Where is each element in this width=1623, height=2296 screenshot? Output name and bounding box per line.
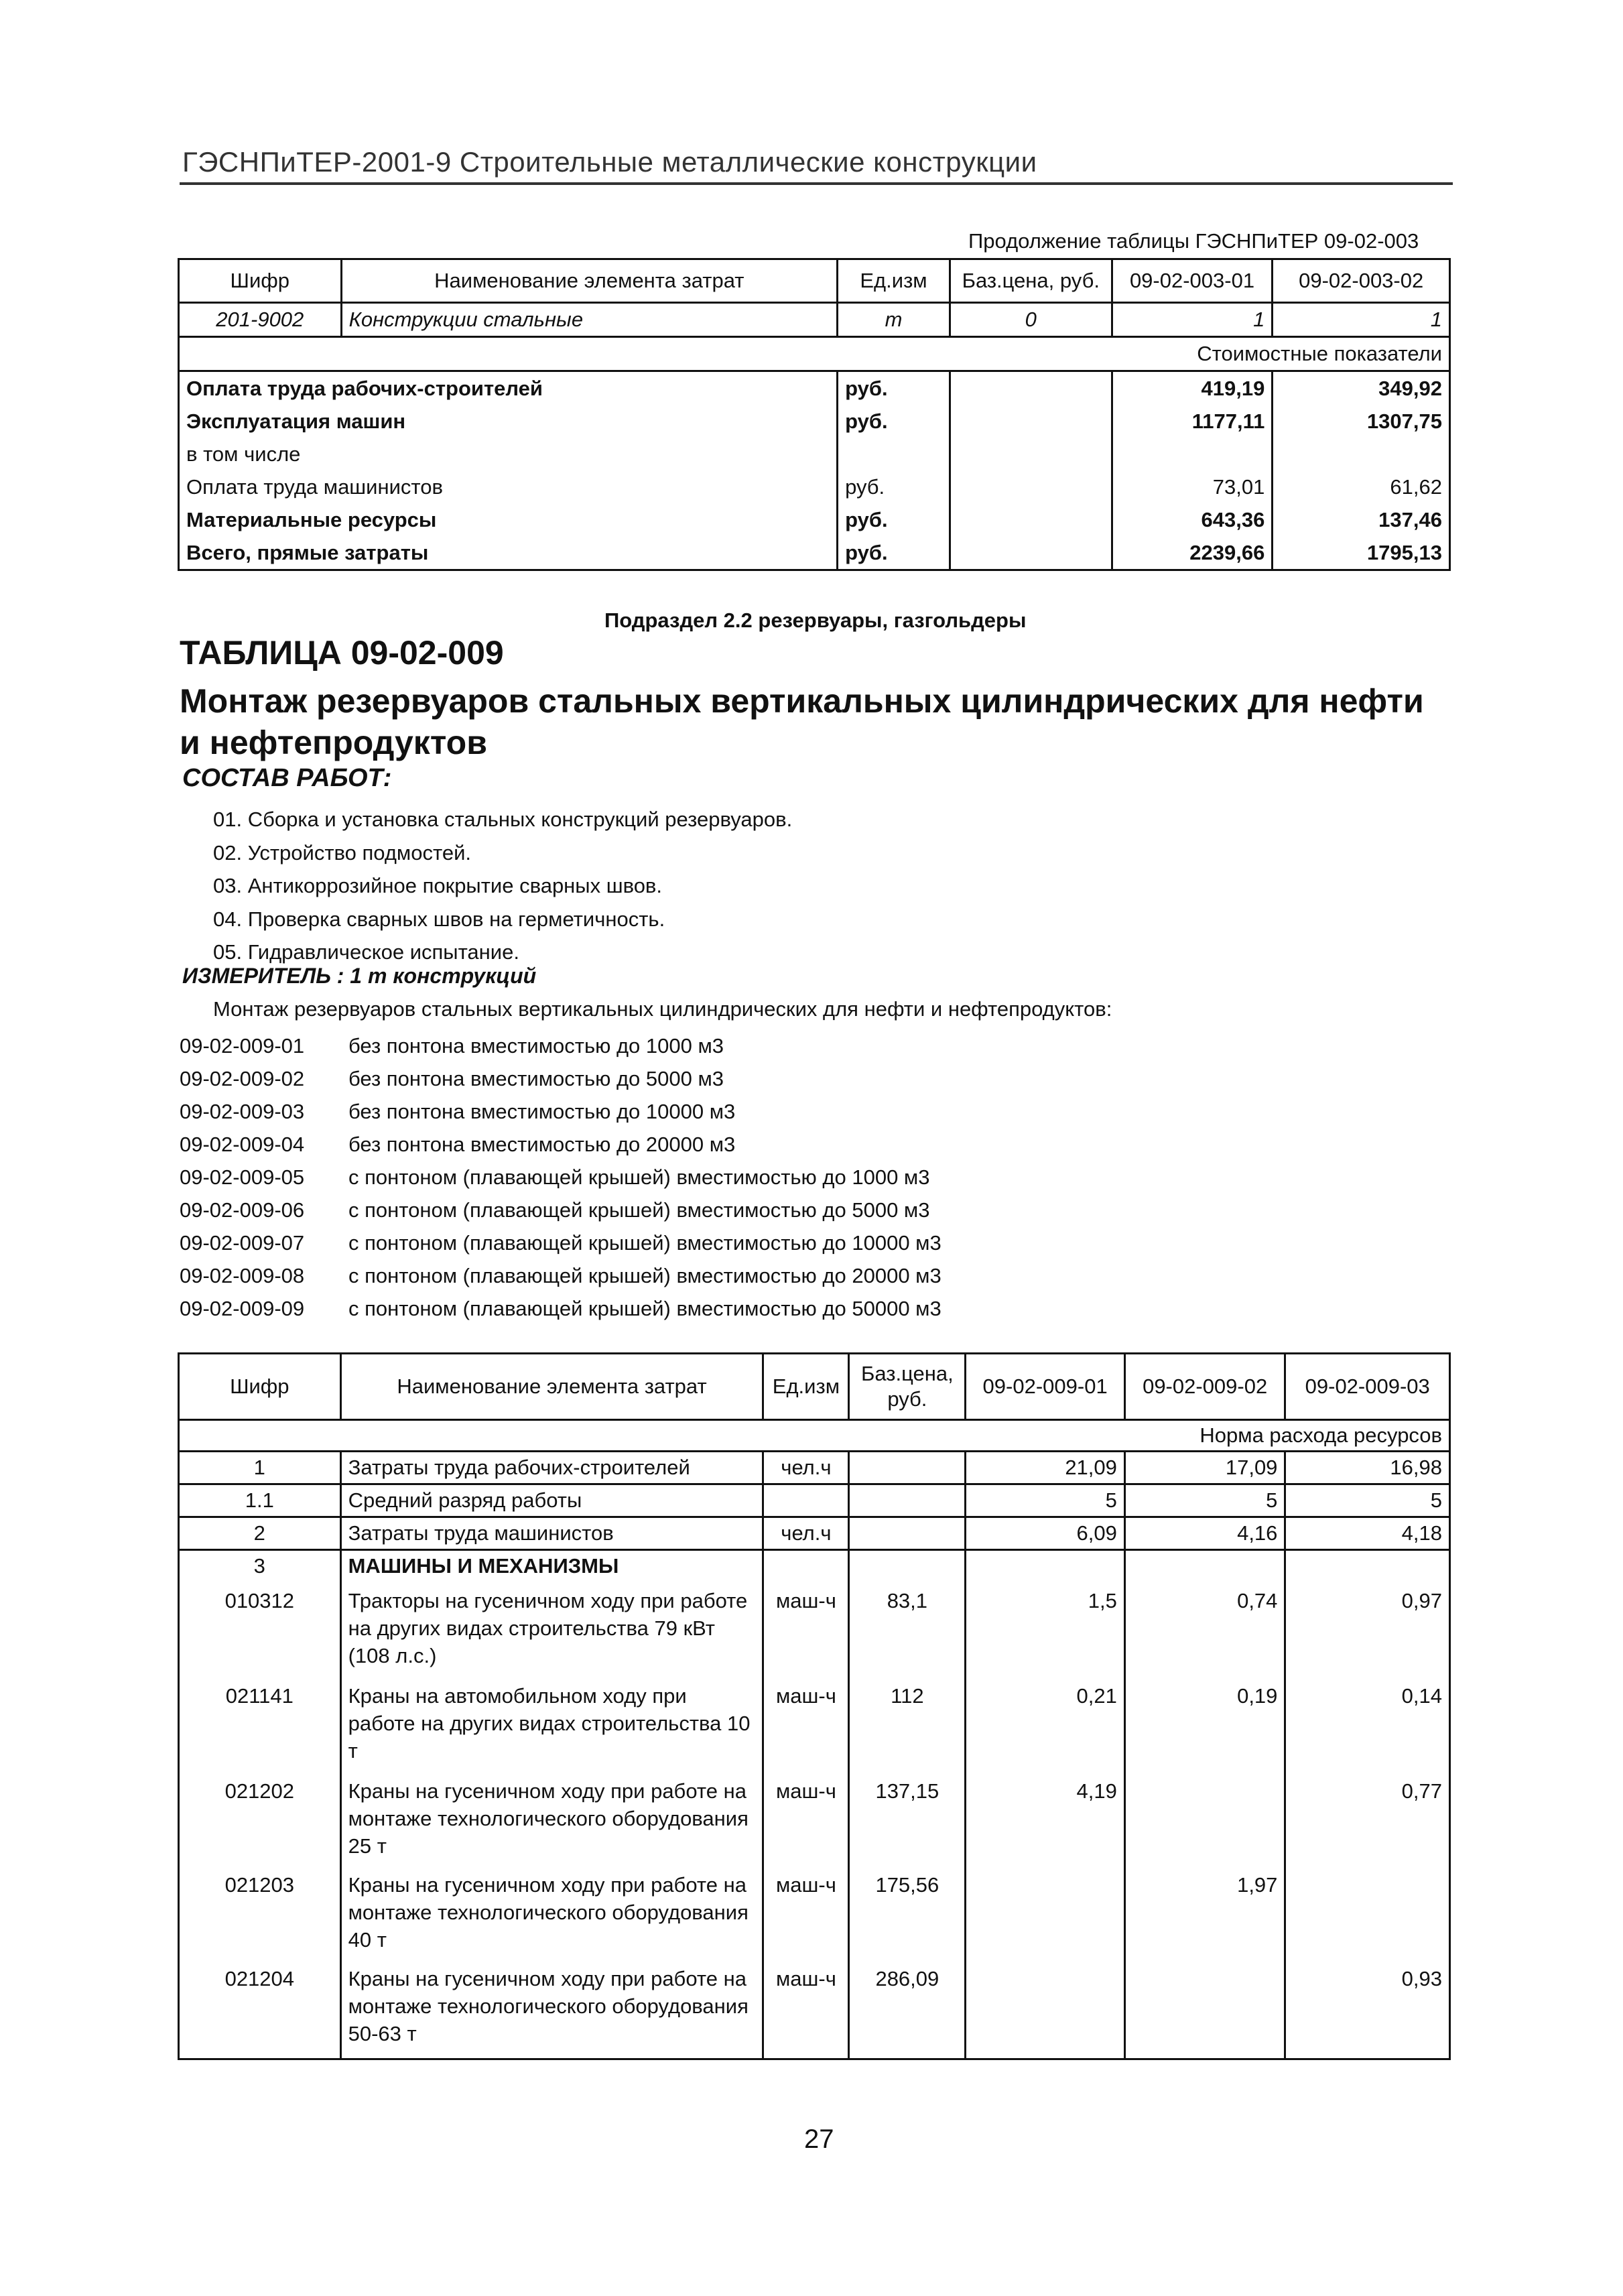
base-cell: 0 [950,303,1112,337]
row-unit [763,1550,849,1582]
row-v2: 0,74 [1124,1582,1285,1677]
variant-text: с понтоном (плавающей крышей) вместимостью до 10000 м3 [348,1230,942,1255]
row-v3 [1285,1866,1450,1960]
row-base [950,470,1112,503]
list-item: 03. Антикоррозийное покрытие сварных швов. [213,874,663,897]
unit-cell: т [838,303,950,337]
cost-table [178,258,1451,571]
row-unit: руб. [838,536,950,570]
row-v3: 0,77 [1285,1772,1450,1866]
variant-code: 09-02-009-01 [180,1033,305,1058]
table-row [179,1452,1450,1484]
row-v2: 349,92 [1273,371,1450,405]
row-base [950,371,1112,405]
row-name: Оплата труда рабочих-строителей [179,371,838,405]
row-name: Затраты труда рабочих-строителей [340,1452,763,1484]
row-unit: маш-ч [763,1582,849,1677]
variant-text: с понтоном (плавающей крышей) вместимостью до 5000 м3 [348,1198,930,1222]
row-base: 83,1 [849,1582,966,1677]
row-unit [763,1484,849,1517]
row-code: 021141 [179,1677,341,1772]
variant-code: 09-02-009-06 [180,1198,305,1222]
col-header-base-price: Баз.цена, руб. [950,259,1112,303]
row-v1: 21,09 [966,1452,1125,1484]
row-unit: маш-ч [763,1677,849,1772]
v2-cell: 1 [1273,303,1450,337]
row-base [849,1550,966,1582]
list-item [180,1292,942,1325]
row-v2: 17,09 [1124,1452,1285,1484]
section-label: Стоимостные показатели [179,337,1450,371]
composition-label: СОСТАВ РАБОТ: [182,764,392,792]
row-unit: чел.ч [763,1517,849,1550]
row-v1: 4,19 [966,1772,1125,1866]
variant-text: с понтоном (плавающей крышей) вместимостью до 1000 м3 [348,1165,930,1189]
table-name: ТАБЛИЦА 09-02-009 [180,634,504,672]
table-row [179,1550,1450,1582]
row-v1 [966,1550,1125,1582]
col-header-name: Наименование элемента затрат [340,1354,763,1420]
variant-code: 09-02-009-03 [180,1099,305,1123]
row-v3: 4,18 [1285,1517,1450,1550]
table-row [179,1484,1450,1517]
row-v2 [1124,1550,1285,1582]
list-item: 05. Гидравлическое испытание. [213,940,519,964]
meter-label: ИЗМЕРИТЕЛЬ : 1 т конструкций [182,964,537,988]
section-label: Норма расхода ресурсов [179,1420,1450,1452]
page-number: 27 [804,2124,834,2154]
variant-text: с понтоном (плавающей крышей) вместимостью до 50000 м3 [348,1296,942,1320]
row-name: Всего, прямые затраты [179,536,838,570]
row-v3: 0,97 [1285,1582,1450,1677]
row-v3: 0,14 [1285,1677,1450,1772]
row-name: Эксплуатация машин [179,405,838,438]
row-v2: 5 [1124,1484,1285,1517]
row-v2: 1307,75 [1273,405,1450,438]
header-rule [180,182,1453,185]
row-v1: 643,36 [1112,503,1273,536]
variant-code: 09-02-009-09 [180,1296,305,1320]
row-v3: 16,98 [1285,1452,1450,1484]
list-item [180,1095,942,1128]
col-header-v2: 09-02-003-02 [1273,259,1450,303]
table1-code-row [179,303,1450,337]
row-v2: 61,62 [1273,470,1450,503]
row-base [849,1484,966,1517]
row-name: Затраты труда машинистов [340,1517,763,1550]
row-unit: чел.ч [763,1452,849,1484]
row-v1: 1177,11 [1112,405,1273,438]
table-row [179,371,1450,405]
col-header-name: Наименование элемента затрат [341,259,837,303]
row-unit: руб. [838,470,950,503]
col-header-v1: 09-02-003-01 [1112,259,1273,303]
row-name: Краны на гусеничном ходу при работе на монтаже технологического оборудования 40 т [340,1866,763,1960]
table2-section-row [179,1420,1450,1452]
row-code: 3 [179,1550,341,1582]
row-code: 2 [179,1517,341,1550]
col-header-v3: 09-02-009-03 [1285,1354,1450,1420]
row-v2: 0,19 [1124,1677,1285,1772]
col-header-unit: Ед.изм [838,259,950,303]
row-v2: 1,97 [1124,1866,1285,1960]
row-v1 [1112,438,1273,470]
variants-intro: Монтаж резервуаров стальных вертикальных цилиндрических для нефти и нефтепродуктов: [213,997,1112,1021]
table-row [179,1677,1450,1772]
row-v2: 137,46 [1273,503,1450,536]
row-code: 021202 [179,1772,341,1866]
variant-text: без понтона вместимостью до 20000 м3 [348,1132,736,1156]
row-base [950,438,1112,470]
row-base [849,1517,966,1550]
row-v1 [966,1866,1125,1960]
list-item [180,1194,942,1226]
row-v1: 2239,66 [1112,536,1273,570]
row-v3: 5 [1285,1484,1450,1517]
row-v2: 4,16 [1124,1517,1285,1550]
table-row [179,1772,1450,1866]
row-code: 021204 [179,1960,341,2059]
variant-code: 09-02-009-07 [180,1230,305,1255]
subsection-title: Подраздел 2.2 резервуары, газгольдеры [604,609,1027,632]
col-header-v2: 09-02-009-02 [1124,1354,1285,1420]
row-v1: 419,19 [1112,371,1273,405]
row-base: 137,15 [849,1772,966,1866]
table-row [179,405,1450,438]
col-header-code: Шифр [179,1354,341,1420]
variant-code: 09-02-009-05 [180,1165,305,1189]
main-title: Монтаж резервуаров стальных вертикальных цилиндрических для нефти и нефтепродуктов [180,682,1424,761]
list-item [180,1029,942,1062]
variants-list [180,1029,942,1325]
row-base [950,503,1112,536]
list-item [180,1128,942,1161]
table-row [179,438,1450,470]
table-row [179,1866,1450,1960]
list-item: 04. Проверка сварных швов на герметичность. [213,907,665,931]
row-unit: маш-ч [763,1960,849,2059]
table1-section-row [179,337,1450,371]
row-v1: 73,01 [1112,470,1273,503]
v1-cell: 1 [1112,303,1273,337]
table-row [179,1582,1450,1677]
row-unit: маш-ч [763,1772,849,1866]
row-name: Краны на автомобильном ходу при работе на других видах строительства 10 т [340,1677,763,1772]
list-item [180,1062,942,1095]
row-v2 [1124,1960,1285,2059]
row-unit: руб. [838,503,950,536]
variant-text: с понтоном (плавающей крышей) вместимостью до 20000 м3 [348,1263,942,1287]
row-name: Средний разряд работы [340,1484,763,1517]
row-v1: 0,21 [966,1677,1125,1772]
col-header-code: Шифр [179,259,342,303]
table-row [179,536,1450,570]
col-header-unit: Ед.изм [763,1354,849,1420]
table2-header-row [179,1354,1450,1420]
table1-header-row [179,259,1450,303]
name-cell: Конструкции стальные [341,303,837,337]
row-base: 286,09 [849,1960,966,2059]
row-base [849,1452,966,1484]
table-row [179,503,1450,536]
row-v1: 6,09 [966,1517,1125,1550]
list-item: 01. Сборка и установка стальных конструкций резервуаров. [213,808,793,831]
list-item [180,1226,942,1259]
row-base [950,405,1112,438]
row-code: 1 [179,1452,341,1484]
row-name: Тракторы на гусеничном ходу при работе на других видах строительства 79 кВт (108 л.с.) [340,1582,763,1677]
row-code: 010312 [179,1582,341,1677]
list-item: 02. Устройство подмостей. [213,840,472,865]
row-code: 021203 [179,1866,341,1960]
row-name: Оплата труда машинистов [179,470,838,503]
table-row [179,470,1450,503]
table-row [179,1960,1450,2059]
row-code: 1.1 [179,1484,341,1517]
row-name: Краны на гусеничном ходу при работе на монтаже технологического оборудования 50-63 т [340,1960,763,2059]
variant-code: 09-02-009-02 [180,1066,305,1090]
row-unit: руб. [838,371,950,405]
col-header-base-price: Баз.цена, руб. [849,1354,966,1420]
row-base: 112 [849,1677,966,1772]
table1-caption: Продолжение таблицы ГЭСНПиТЕР 09-02-003 [968,229,1419,253]
row-name: в том числе [179,438,838,470]
row-unit [838,438,950,470]
row-v1 [966,1960,1125,2059]
row-unit: руб. [838,405,950,438]
row-v2 [1273,438,1450,470]
table-row [179,1517,1450,1550]
col-header-v1: 09-02-009-01 [966,1354,1125,1420]
variant-text: без понтона вместимостью до 5000 м3 [348,1066,724,1090]
row-v1: 1,5 [966,1582,1125,1677]
variant-text: без понтона вместимостью до 1000 м3 [348,1033,724,1058]
variant-code: 09-02-009-08 [180,1263,305,1287]
row-v3 [1285,1550,1450,1582]
resource-table [178,1352,1451,2060]
page-header-title: ГЭСНПиТЕР-2001-9 Строительные металлические конструкции [182,146,1037,178]
row-v2: 1795,13 [1273,536,1450,570]
code-cell: 201-9002 [179,303,342,337]
row-name: Материальные ресурсы [179,503,838,536]
list-item [180,1259,942,1292]
variant-text: без понтона вместимостью до 10000 м3 [348,1099,736,1123]
row-base: 175,56 [849,1866,966,1960]
variant-code: 09-02-009-04 [180,1132,305,1156]
list-item [180,1161,942,1194]
row-unit: маш-ч [763,1866,849,1960]
row-name: МАШИНЫ И МЕХАНИЗМЫ [340,1550,763,1582]
row-base [950,536,1112,570]
row-v3: 0,93 [1285,1960,1450,2059]
works-list [213,803,792,969]
row-name: Краны на гусеничном ходу при работе на монтаже технологического оборудования 25 т [340,1772,763,1866]
row-v2 [1124,1772,1285,1866]
row-v1: 5 [966,1484,1125,1517]
